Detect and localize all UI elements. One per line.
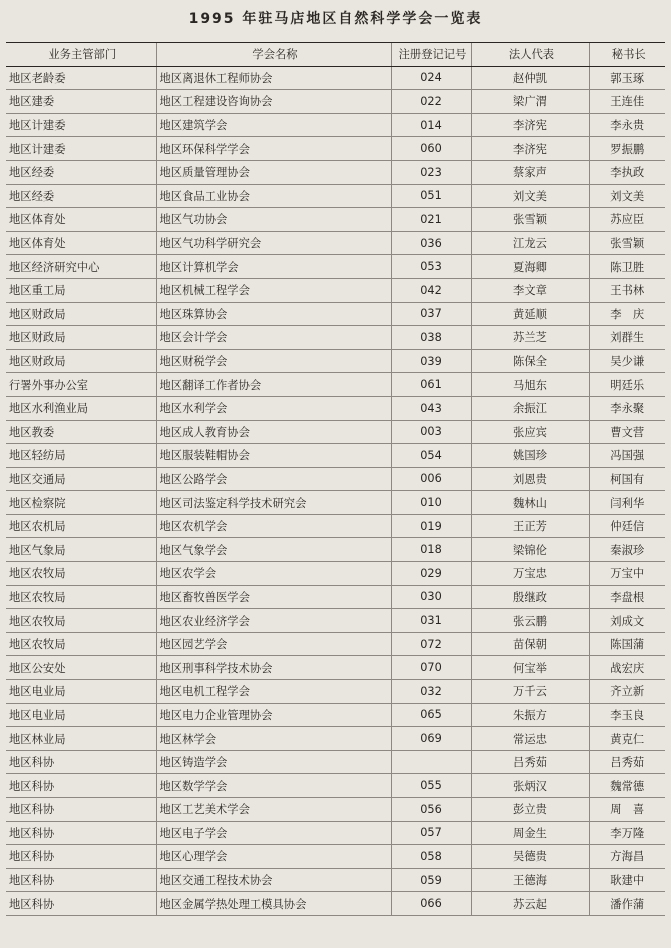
table-row bbox=[6, 727, 665, 751]
registration-number-cell: 036 bbox=[391, 231, 471, 255]
society-name-cell: 地区气象学会 bbox=[156, 538, 391, 562]
registration-number-cell: 072 bbox=[391, 632, 471, 656]
legal-representative-cell: 吴德贵 bbox=[471, 845, 589, 869]
secretary-general-cell: 李永贵 bbox=[589, 113, 665, 137]
table-row bbox=[6, 538, 665, 562]
society-name-cell: 地区心理学会 bbox=[156, 845, 391, 869]
table-row bbox=[6, 868, 665, 892]
table-row bbox=[6, 609, 665, 633]
secretary-general-cell: 李玉良 bbox=[589, 703, 665, 727]
legal-representative-cell: 赵仲凯 bbox=[471, 66, 589, 90]
registration-number-cell: 029 bbox=[391, 562, 471, 586]
table-row bbox=[6, 656, 665, 680]
department-cell: 地区电业局 bbox=[6, 703, 156, 727]
department-cell: 地区检察院 bbox=[6, 491, 156, 515]
registration-number-cell: 023 bbox=[391, 160, 471, 184]
header-secretary-general: 秘书长 bbox=[589, 43, 665, 67]
table-row bbox=[6, 892, 665, 916]
registration-number-cell: 065 bbox=[391, 703, 471, 727]
table-body bbox=[6, 66, 665, 915]
society-name-cell: 地区气功科学研究会 bbox=[156, 231, 391, 255]
department-cell: 地区科协 bbox=[6, 892, 156, 916]
registration-number-cell: 060 bbox=[391, 137, 471, 161]
secretary-general-cell: 周 喜 bbox=[589, 798, 665, 822]
legal-representative-cell: 张应宾 bbox=[471, 420, 589, 444]
legal-representative-cell: 周金生 bbox=[471, 821, 589, 845]
table-row bbox=[6, 703, 665, 727]
legal-representative-cell: 苏云起 bbox=[471, 892, 589, 916]
registration-number-cell: 051 bbox=[391, 184, 471, 208]
legal-representative-cell: 苗保朝 bbox=[471, 632, 589, 656]
society-name-cell: 地区金属学热处理工模具协会 bbox=[156, 892, 391, 916]
registration-number-cell: 019 bbox=[391, 514, 471, 538]
secretary-general-cell: 吴少谦 bbox=[589, 349, 665, 373]
society-name-cell: 地区机械工程学会 bbox=[156, 278, 391, 302]
registration-number-cell: 022 bbox=[391, 90, 471, 114]
secretary-general-cell: 黄克仁 bbox=[589, 727, 665, 751]
registration-number-cell: 010 bbox=[391, 491, 471, 515]
registration-number-cell: 003 bbox=[391, 420, 471, 444]
table-row bbox=[6, 491, 665, 515]
legal-representative-cell: 江龙云 bbox=[471, 231, 589, 255]
registration-number-cell: 069 bbox=[391, 727, 471, 751]
department-cell: 地区老龄委 bbox=[6, 66, 156, 90]
legal-representative-cell: 朱振方 bbox=[471, 703, 589, 727]
registration-number-cell: 042 bbox=[391, 278, 471, 302]
department-cell: 地区科协 bbox=[6, 774, 156, 798]
department-cell: 地区农机局 bbox=[6, 514, 156, 538]
registration-number-cell: 014 bbox=[391, 113, 471, 137]
legal-representative-cell: 王德海 bbox=[471, 868, 589, 892]
society-name-cell: 地区农业经济学会 bbox=[156, 609, 391, 633]
society-name-cell: 地区电机工程学会 bbox=[156, 680, 391, 704]
department-cell: 地区电业局 bbox=[6, 680, 156, 704]
legal-representative-cell: 梁锦伦 bbox=[471, 538, 589, 562]
secretary-general-cell: 刘成文 bbox=[589, 609, 665, 633]
registration-number-cell: 031 bbox=[391, 609, 471, 633]
table-row bbox=[6, 396, 665, 420]
registration-number-cell: 021 bbox=[391, 208, 471, 232]
secretary-general-cell: 李 庆 bbox=[589, 302, 665, 326]
department-cell: 地区建委 bbox=[6, 90, 156, 114]
department-cell: 地区财政局 bbox=[6, 302, 156, 326]
registration-number-cell: 059 bbox=[391, 868, 471, 892]
legal-representative-cell: 李济宪 bbox=[471, 113, 589, 137]
department-cell: 地区教委 bbox=[6, 420, 156, 444]
table-row bbox=[6, 562, 665, 586]
secretary-general-cell: 陈卫胜 bbox=[589, 255, 665, 279]
society-name-cell: 地区电力企业管理协会 bbox=[156, 703, 391, 727]
registration-number-cell: 058 bbox=[391, 845, 471, 869]
secretary-general-cell: 陈国蒲 bbox=[589, 632, 665, 656]
society-name-cell: 地区服装鞋帽协会 bbox=[156, 444, 391, 468]
secretary-general-cell: 苏应臣 bbox=[589, 208, 665, 232]
table-header-row bbox=[6, 43, 665, 67]
table-row bbox=[6, 750, 665, 774]
table-row bbox=[6, 184, 665, 208]
society-name-cell: 地区刑事科学技术协会 bbox=[156, 656, 391, 680]
legal-representative-cell: 苏兰芝 bbox=[471, 326, 589, 350]
secretary-general-cell: 魏常德 bbox=[589, 774, 665, 798]
society-name-cell: 地区环保科学学会 bbox=[156, 137, 391, 161]
header-society-name: 学会名称 bbox=[156, 43, 391, 67]
society-name-cell: 地区水利学会 bbox=[156, 396, 391, 420]
legal-representative-cell: 李济宪 bbox=[471, 137, 589, 161]
secretary-general-cell: 李永聚 bbox=[589, 396, 665, 420]
department-cell: 地区农牧局 bbox=[6, 632, 156, 656]
legal-representative-cell: 陈保全 bbox=[471, 349, 589, 373]
department-cell: 地区科协 bbox=[6, 868, 156, 892]
table-row bbox=[6, 278, 665, 302]
secretary-general-cell: 万宝中 bbox=[589, 562, 665, 586]
secretary-general-cell: 张雪颖 bbox=[589, 231, 665, 255]
registration-number-cell: 056 bbox=[391, 798, 471, 822]
registration-number-cell: 061 bbox=[391, 373, 471, 397]
department-cell: 地区经济研究中心 bbox=[6, 255, 156, 279]
secretary-general-cell: 王连佳 bbox=[589, 90, 665, 114]
secretary-general-cell: 李万隆 bbox=[589, 821, 665, 845]
registration-number-cell: 039 bbox=[391, 349, 471, 373]
table-row bbox=[6, 231, 665, 255]
secretary-general-cell: 齐立新 bbox=[589, 680, 665, 704]
table-row bbox=[6, 326, 665, 350]
department-cell: 地区科协 bbox=[6, 798, 156, 822]
department-cell: 地区公安处 bbox=[6, 656, 156, 680]
secretary-general-cell: 刘文美 bbox=[589, 184, 665, 208]
department-cell: 地区体育处 bbox=[6, 208, 156, 232]
secretary-general-cell: 李执政 bbox=[589, 160, 665, 184]
department-cell: 地区重工局 bbox=[6, 278, 156, 302]
department-cell: 地区轻纺局 bbox=[6, 444, 156, 468]
secretary-general-cell: 秦淑珍 bbox=[589, 538, 665, 562]
society-name-cell: 地区珠算协会 bbox=[156, 302, 391, 326]
secretary-general-cell: 曹文营 bbox=[589, 420, 665, 444]
society-name-cell: 地区司法鉴定科学技术研究会 bbox=[156, 491, 391, 515]
table-row bbox=[6, 90, 665, 114]
table-row bbox=[6, 373, 665, 397]
table-row bbox=[6, 798, 665, 822]
registration-number-cell: 024 bbox=[391, 66, 471, 90]
department-cell: 地区经委 bbox=[6, 184, 156, 208]
legal-representative-cell: 彭立贵 bbox=[471, 798, 589, 822]
table-row bbox=[6, 137, 665, 161]
legal-representative-cell: 马旭东 bbox=[471, 373, 589, 397]
society-name-cell: 地区公路学会 bbox=[156, 467, 391, 491]
registration-number-cell: 053 bbox=[391, 255, 471, 279]
legal-representative-cell: 余振江 bbox=[471, 396, 589, 420]
society-name-cell: 地区农学会 bbox=[156, 562, 391, 586]
table-row bbox=[6, 349, 665, 373]
legal-representative-cell: 何宝举 bbox=[471, 656, 589, 680]
registration-number-cell: 038 bbox=[391, 326, 471, 350]
legal-representative-cell: 万千云 bbox=[471, 680, 589, 704]
table-row bbox=[6, 821, 665, 845]
secretary-general-cell: 王书林 bbox=[589, 278, 665, 302]
society-name-cell: 地区农机学会 bbox=[156, 514, 391, 538]
society-name-cell: 地区工艺美术学会 bbox=[156, 798, 391, 822]
society-name-cell: 地区食品工业协会 bbox=[156, 184, 391, 208]
department-cell: 地区财政局 bbox=[6, 349, 156, 373]
registration-number-cell: 032 bbox=[391, 680, 471, 704]
secretary-general-cell: 罗振鹏 bbox=[589, 137, 665, 161]
department-cell: 地区经委 bbox=[6, 160, 156, 184]
table-row bbox=[6, 632, 665, 656]
society-name-cell: 地区成人教育协会 bbox=[156, 420, 391, 444]
department-cell: 地区林业局 bbox=[6, 727, 156, 751]
table-row bbox=[6, 113, 665, 137]
secretary-general-cell: 仲廷信 bbox=[589, 514, 665, 538]
legal-representative-cell: 黄延顺 bbox=[471, 302, 589, 326]
legal-representative-cell: 梁广渭 bbox=[471, 90, 589, 114]
table-row bbox=[6, 514, 665, 538]
legal-representative-cell: 张雪颖 bbox=[471, 208, 589, 232]
department-cell: 地区科协 bbox=[6, 750, 156, 774]
department-cell: 地区气象局 bbox=[6, 538, 156, 562]
secretary-general-cell: 郭玉琢 bbox=[589, 66, 665, 90]
header-registration-number: 注册登记记号 bbox=[391, 43, 471, 67]
secretary-general-cell: 李盘根 bbox=[589, 585, 665, 609]
department-cell: 地区农牧局 bbox=[6, 562, 156, 586]
table-row bbox=[6, 444, 665, 468]
table-row bbox=[6, 208, 665, 232]
department-cell: 地区体育处 bbox=[6, 231, 156, 255]
society-table bbox=[6, 42, 665, 916]
registration-number-cell bbox=[391, 750, 471, 774]
secretary-general-cell: 吕秀茹 bbox=[589, 750, 665, 774]
legal-representative-cell: 殷继政 bbox=[471, 585, 589, 609]
society-name-cell: 地区铸造学会 bbox=[156, 750, 391, 774]
legal-representative-cell: 张炳汉 bbox=[471, 774, 589, 798]
legal-representative-cell: 张云鹏 bbox=[471, 609, 589, 633]
legal-representative-cell: 刘文美 bbox=[471, 184, 589, 208]
department-cell: 地区计建委 bbox=[6, 113, 156, 137]
secretary-general-cell: 耿建中 bbox=[589, 868, 665, 892]
society-name-cell: 地区建筑学会 bbox=[156, 113, 391, 137]
secretary-general-cell: 冯国强 bbox=[589, 444, 665, 468]
society-name-cell: 地区财税学会 bbox=[156, 349, 391, 373]
secretary-general-cell: 战宏庆 bbox=[589, 656, 665, 680]
registration-number-cell: 055 bbox=[391, 774, 471, 798]
legal-representative-cell: 魏林山 bbox=[471, 491, 589, 515]
registration-number-cell: 006 bbox=[391, 467, 471, 491]
department-cell: 行署外事办公室 bbox=[6, 373, 156, 397]
society-name-cell: 地区气功协会 bbox=[156, 208, 391, 232]
page-title: 1995 年驻马店地区自然科学学会一览表 bbox=[188, 11, 483, 27]
table-row bbox=[6, 66, 665, 90]
table-row bbox=[6, 255, 665, 279]
society-name-cell: 地区质量管理协会 bbox=[156, 160, 391, 184]
department-cell: 地区科协 bbox=[6, 845, 156, 869]
registration-number-cell: 054 bbox=[391, 444, 471, 468]
legal-representative-cell: 万宝忠 bbox=[471, 562, 589, 586]
department-cell: 地区农牧局 bbox=[6, 609, 156, 633]
society-name-cell: 地区会计学会 bbox=[156, 326, 391, 350]
table-row bbox=[6, 585, 665, 609]
table-row bbox=[6, 845, 665, 869]
society-name-cell: 地区工程建设咨询协会 bbox=[156, 90, 391, 114]
society-name-cell: 地区计算机学会 bbox=[156, 255, 391, 279]
society-name-cell: 地区电子学会 bbox=[156, 821, 391, 845]
secretary-general-cell: 柯国有 bbox=[589, 467, 665, 491]
legal-representative-cell: 王正芳 bbox=[471, 514, 589, 538]
secretary-general-cell: 闫利华 bbox=[589, 491, 665, 515]
header-department: 业务主管部门 bbox=[6, 43, 156, 67]
department-cell: 地区交通局 bbox=[6, 467, 156, 491]
secretary-general-cell: 明廷乐 bbox=[589, 373, 665, 397]
secretary-general-cell: 方海昌 bbox=[589, 845, 665, 869]
department-cell: 地区科协 bbox=[6, 821, 156, 845]
table-row bbox=[6, 160, 665, 184]
secretary-general-cell: 潘作蒲 bbox=[589, 892, 665, 916]
header-legal-representative: 法人代表 bbox=[471, 43, 589, 67]
registration-number-cell: 070 bbox=[391, 656, 471, 680]
department-cell: 地区计建委 bbox=[6, 137, 156, 161]
legal-representative-cell: 刘恩贵 bbox=[471, 467, 589, 491]
society-name-cell: 地区翻译工作者协会 bbox=[156, 373, 391, 397]
registration-number-cell: 030 bbox=[391, 585, 471, 609]
department-cell: 地区财政局 bbox=[6, 326, 156, 350]
registration-number-cell: 066 bbox=[391, 892, 471, 916]
society-name-cell: 地区交通工程技术协会 bbox=[156, 868, 391, 892]
department-cell: 地区农牧局 bbox=[6, 585, 156, 609]
legal-representative-cell: 夏海卿 bbox=[471, 255, 589, 279]
registration-number-cell: 018 bbox=[391, 538, 471, 562]
society-name-cell: 地区畜牧兽医学会 bbox=[156, 585, 391, 609]
table-row bbox=[6, 467, 665, 491]
society-name-cell: 地区林学会 bbox=[156, 727, 391, 751]
society-name-cell: 地区离退休工程师协会 bbox=[156, 66, 391, 90]
table-row bbox=[6, 774, 665, 798]
registration-number-cell: 037 bbox=[391, 302, 471, 326]
society-name-cell: 地区园艺学会 bbox=[156, 632, 391, 656]
table-row bbox=[6, 420, 665, 444]
secretary-general-cell: 刘群生 bbox=[589, 326, 665, 350]
legal-representative-cell: 蔡家声 bbox=[471, 160, 589, 184]
registration-number-cell: 043 bbox=[391, 396, 471, 420]
legal-representative-cell: 吕秀茹 bbox=[471, 750, 589, 774]
department-cell: 地区水利渔业局 bbox=[6, 396, 156, 420]
society-name-cell: 地区数学学会 bbox=[156, 774, 391, 798]
legal-representative-cell: 姚国珍 bbox=[471, 444, 589, 468]
registration-number-cell: 057 bbox=[391, 821, 471, 845]
legal-representative-cell: 常运忠 bbox=[471, 727, 589, 751]
table-row bbox=[6, 680, 665, 704]
legal-representative-cell: 李文章 bbox=[471, 278, 589, 302]
table-row bbox=[6, 302, 665, 326]
